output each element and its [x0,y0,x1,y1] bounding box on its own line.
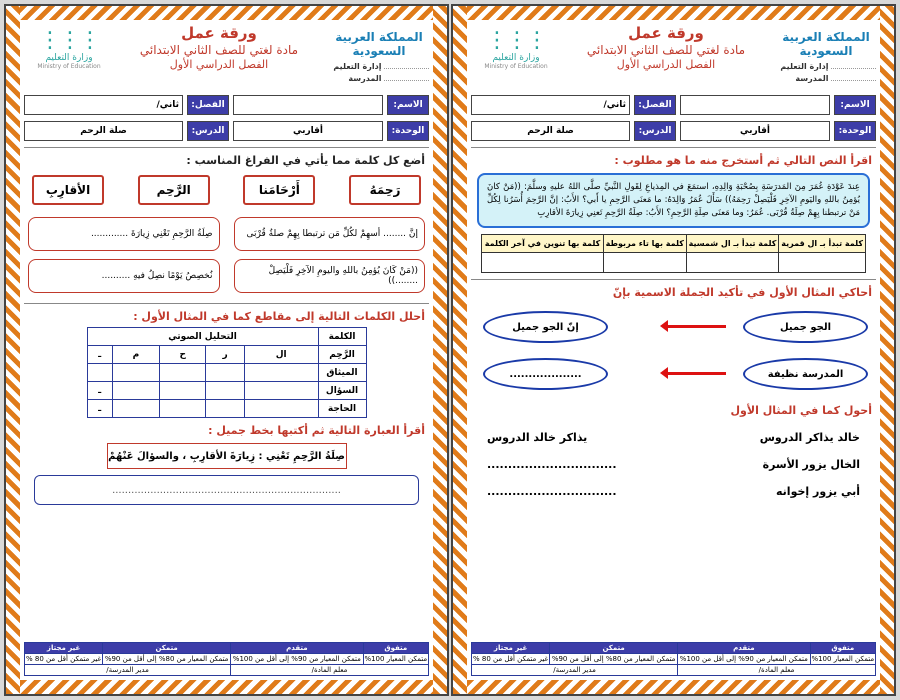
subject-title: مادة لغتي للصف الثاني الابتدائي [139,43,299,57]
arrow-icon [666,372,726,375]
arrow-icon [666,325,726,328]
class-field[interactable]: ثاني/ [24,95,183,115]
border-top [6,6,447,20]
worksheet-title: ورقة عمل [181,24,257,42]
table-row: السؤال ـ [87,382,366,400]
question-2-title: أحاكي المثال الأول في تأكيد الجملة الاسمية بإنّ [612,286,872,299]
exercise-answer[interactable]: ................... [483,358,608,390]
edu-admin-label: إدارة التعليم [333,61,382,71]
fill-blank-sentence[interactable]: إنَّ ........ أسهِمْ لكُلِّ مَن ترتبطا بِهِمْ صلةُ قُرْبَى [234,217,426,251]
fill-blank-sentence[interactable]: نُخصِصُ يَوْمًا نصِلُ فيهِ .......... [28,259,220,293]
handwriting-field[interactable]: ........................................................................ [34,475,419,505]
table-header: التحليل الصوتي [87,328,318,346]
class-label: الفصل: [187,95,229,115]
word-box: الأقارِبِ [32,175,104,205]
worksheet-left [4,4,449,696]
assessment-footer: متفوق متقدم متمكن غير مجتاز متمكن المعيار 100% متمكن المعيار من 90% إلى أقل من 100% متمكن المعيار من 80% إلى أقل من 90% غير متمكن أقل من 80 % معلم المادة/ مدير المدرسة/ [473,644,875,674]
exercise-source: المدرسة نظيفة [743,358,868,390]
title-block [119,24,319,72]
reading-passage: عِندَ عَوْدَةِ عُمَرَ مِنَ المَدرَسَةِ بِصُحْبَةِ وَالِدِهِ، استمَعَ في المِذياعِ لِقَولِ النَّبيِّ صلَّى اللهُ عليهِ وسلَّمَ: ((مَنْ كانَ يُؤمِنُ باللهِ واليَومِ الآخِرِ فَلْيَصِلْ رَحِمَهُ)) سَأَلَ عُمَرُ وَالِدَهُ: ما مَعنَى الرَّحِمِ يا أَبي؟ الأَبُ: إنَّ الرَّحِمَ أُسَرُنا لِكُلِّ مَنْ ترتبطنا بِهِمْ صِلَةُ قُرْبَى. عُمَرُ: وما مَعنَى صِلَةِ الرَّحِمِ؟ الأَبُ: صِلَةُ الرَّحِمِ تَعنِي زِيارَةَ الأقارِبِ [477,173,870,228]
unit-label: الوحدة: [387,121,429,141]
name-field[interactable] [233,95,383,115]
word-box: الرَّحِم [138,175,210,205]
name-label: الاسم: [387,95,429,115]
transform-row: أبي يزور إخوانه ............................... [487,485,860,498]
lesson-value: صلة الرحم [24,121,183,141]
info-row-2 [24,121,429,141]
question-2-title: أحلل الكلمات التالية إلى مقاطع كما في المثال الأول : [133,310,425,323]
syllable-table [87,327,367,418]
border-bottom [6,680,447,694]
school-label: المدرسة [348,73,382,83]
kingdom-name: المملكة العربية السعودية [335,30,423,59]
ministry-logo: ⋮⋮⋮ وزارة التعليم Ministry of Education [24,28,114,70]
table-header: الكلمة [318,328,366,346]
worksheet-right: المملكة العربية السعودية إدارة التعليم المدرسة ورقة عمل مادة لغتي للصف الثاني الابتدائي الفصل الدراسي الأول ⋮⋮⋮ وزارة التعليم Ministry of Education الاسم: الفصل: ثاني/ الوحدة: أقاربي الدرس: صلة الرحم اقرأ النص التالي ثم أستخرج منه ما هو مطلوب : عِندَ عَوْدَةِ عُمَرَ مِنَ المَدرَسَةِ بِصُحْبَةِ وَالِدِهِ، استمَعَ في المِذياعِ لِقَولِ النَّبيِّ صلَّى اللهُ عليهِ وسلَّمَ: ((مَنْ كانَ يُؤمِنُ باللهِ واليَومِ الآخِرِ فَلْيَصِلْ رَحِمَهُ)) سَأَلَ عُمَرُ وَالِدَهُ: ما مَعنَى الرَّحِمِ يا أَبي؟ الأَبُ: إنَّ الرَّحِمَ أُسَرُنا لِكُلِّ مَنْ ترتبطنا بِهِمْ صِلَةُ قُرْبَى. عُمَرُ: وما مَعنَى صِلَةِ الرَّحِمِ؟ الأَبُ: صِلَةُ الرَّحِمِ تَعنِي زِيارَةَ الأقارِبِ كلمة تبدأ بـ ال قمرية كلمة تبدأ بـ ال شمسية كلمة بها تاء مربوطة كلمة بها تنوين في آخر الكلمة أحاكي المثال الأول في تأكيد الجملة الاسمية بإنّ الجو جميل إنّ الجو جميل المدرسة نظيفة ................... أحول كما في المثال الأول خالد يذاكر الدروس يذاكر خالد الدروس الخال يزور الأسرة ............................... أبي يزور إخوانه ............................... متفوق متقدم متمكن غير مجتاز متمكن المعيار 100% متمكن المعيار من 90% إلى أقل من 100% متمكن المعيار من 80% إلى أقل من 90% غير متمكن أقل من 80 % معلم المادة/ مدير المدرسة/ [451,4,896,696]
unit-value: أقاربي [233,121,383,141]
principal-signature: مدير المدرسة/ [25,665,231,676]
teacher-signature: معلم المادة/ [231,665,429,676]
sheet-header: المملكة العربية السعودية إدارة التعليم المدرسة ورقة عمل مادة لغتي للصف الثاني الابتدائي الفصل الدراسي الأول ⋮⋮⋮ وزارة التعليم Ministry of Education [471,24,876,89]
transform-row: الخال يزور الأسرة ............................... [487,458,860,471]
info-row-1 [24,95,429,115]
book-logo-icon: ⋮⋮⋮ [39,28,99,53]
model-sentence: صِلَةُ الرَّحِمِ تَعْنِي : زِيارَةَ الأقارِبِ ، والسؤالَ عَنْهُمْ [107,443,347,469]
table-row: الرَّحِم ال ر ح م ـ [87,346,366,364]
word-box: رَحِمَهُ [349,175,421,205]
table-row: الحاجة ـ [87,400,366,418]
table-row [482,253,866,273]
kingdom-block [329,30,429,83]
question-3-title: أقرأ العبارة التالية ثم أكتبها بخط جميل : [208,424,425,437]
question-1-title: أضع كل كلمة مما يأتي في الفراغ المناسب : [186,154,425,167]
border-left [6,6,20,694]
question-1-title: اقرأ النص التالي ثم أستخرج منه ما هو مطلوب : [614,154,872,167]
question-3-title: أحول كما في المثال الأول [730,404,872,417]
transform-row: خالد يذاكر الدروس يذاكر خالد الدروس [487,431,860,444]
fill-blank-sentence[interactable]: ((مَنْ كَانَ يُؤمِنُ باللهِ واليومِ الآخِرِ فَلْيَصِلْ ........)) [234,259,426,293]
assessment-footer: متفوق متقدم متمكن غير مجتاز متمكن المعيار 100% متمكن المعيار من 90% إلى أقل من 100% متمكن المعيار من 80% إلى أقل من 90% غير متمكن أقل من 80 % معلم المادة/ مدير المدرسة/ [26,644,428,674]
extraction-table: كلمة تبدأ بـ ال قمرية كلمة تبدأ بـ ال شمسية كلمة بها تاء مربوطة كلمة بها تنوين في آخر الكلمة [481,234,866,273]
transform-diagram [471,303,876,398]
lesson-label: الدرس: [187,121,229,141]
book-logo-icon: ⋮⋮⋮ [486,28,546,53]
term-title: الفصل الدراسي الأول [169,58,269,71]
border-right [433,6,447,694]
example-target: إنّ الجو جميل [483,311,608,343]
class-field[interactable]: ثاني/ [471,95,630,115]
word-bank [32,175,421,205]
example-source: الجو جميل [743,311,868,343]
sheet-header [24,24,429,89]
table-row: الميثاق [87,364,366,382]
name-field[interactable] [680,95,830,115]
fill-blank-sentence[interactable]: صِلَةُ الرَّحِمِ تَعْنِي زِيارَةَ ............. [28,217,220,251]
word-box: أَرْحَامَنا [243,175,315,205]
